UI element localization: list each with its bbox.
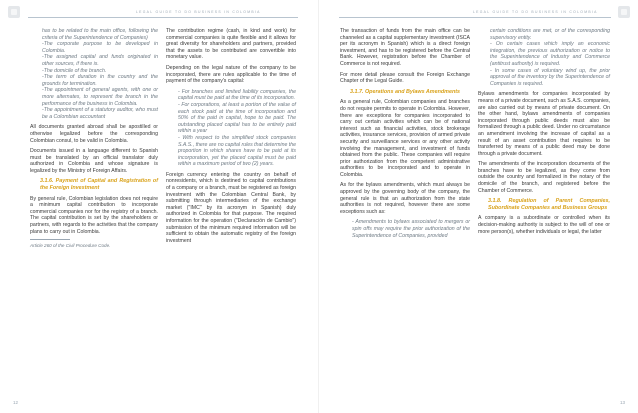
section-heading: 3.1.8. Regulation of Parent Companies, Subordinate Companies and Business Groups	[488, 198, 610, 211]
paragraph: As for the bylaws amendments, which must always be approved by the governing body of the company, the general rule is that an authorization from the state authorities is not required, however there are some exceptions such as:	[340, 182, 470, 215]
paragraph: As a general rule, Colombian companies and branches do not require permits to operate in Colombia. However, there are exceptions for companies incorporated to carry out certain activities which can be of national interest such as financial activities, stock brokerage activities, insurance services, provision of armed private security and surveillance services or any other activity involving the management, and investment of funds obtained from the public. These companies will require prior authorization from the competent administrative authorities to be incorporated and to operate in Colombia.	[340, 99, 470, 178]
column-1	[30, 28, 158, 249]
paragraph: The transaction of funds from the main office can be channeled as a capital supplementary investment (ISCA per its acronym in Spanish) which is a direct foreign investment, and has to be registered before the Central Bank. However, registration before the Chamber of Commerce is not required.	[340, 28, 470, 67]
paragraph: Foreign currency entering the country on behalf of nonresidents, which is destined to capital contributions of a company or a branch, must be registered as foreign investment with the Colombian Central Bank, by submitting through intermediaries of the exchange market ("IMC" by its acronym in Spanish) duly authorized in Colombia for that purpose. The required information for the operation ("Declaración de Cambio") submission of the minimum required information will be sufficient to obtain the automatic registry of the foreign investment	[166, 171, 296, 244]
footnote-rule	[30, 239, 70, 240]
corner-ornament-icon	[8, 6, 20, 18]
paragraph: All documents granted abroad shall be apostilled or otherwise legalized before the corresponding Colombian consul, to be valid in Colombia.	[30, 124, 158, 144]
corner-ornament-icon	[618, 6, 630, 18]
amendment-exceptions-list: - Amendments to bylaws associated to mergers or spin offs may require the prior authorization of the Superintendence of Companies, provided	[352, 219, 470, 239]
paragraph: Documents issued in a language different to Spanish must be translated by an official translator duly authorized in Colombia and whose signature is legalized by the Ministry of Foreign Affairs.	[30, 148, 158, 174]
paragraph: Bylaws amendments for companies incorporated by means of a private document, such as S.A.S. companies, are also carried out by means of private document. On the other hand, bylaws amendments of companies incorporated through public deeds must also be formalized through a public deed. Under no circumstance an amendment involving the increase of capital as a result of an asset contribution that requires to be transferred by means of a public deed may be done through a private document.	[478, 91, 610, 157]
paragraph: Depending on the legal nature of the company to be incorporated, there are rules applicable to the time of payment of the company's capital:	[166, 64, 296, 85]
running-header-left: LEGAL GUIDE TO DO BUSINESS IN COLOMBIA	[136, 10, 261, 14]
column-2	[166, 28, 296, 248]
header-rule	[28, 17, 298, 18]
amendment-exceptions-list-cont: certain conditions are met, or of the corresponding supervisory entity. - On certain cases which imply an economic integration, the previous authorization or notice to the Superintendence of Industry and Commerce (antitrust authority) is required. - In some cases of voluntary wind up, the prior approval of the inventory by the Superintendence of Companies is required.	[490, 28, 610, 87]
running-header-right: LEGAL GUIDE TO DO BUSINESS IN COLOMBIA	[473, 10, 598, 14]
page-number-right: 13	[619, 400, 625, 405]
section-heading: 3.1.6. Payment of Capital and Registration of the Foreign Investment	[40, 178, 158, 192]
column-4	[478, 28, 610, 239]
paragraph: By general rule, Colombian legislation does not require a minimum capital contribution to incorporate commercial companies nor for the registry of a branch. The capital contribution is set by the shareholders or partners, with regards to the activities that the company plans to carry out in Colombia.	[30, 195, 158, 235]
paragraph: The contribution regime (cash, in kind and work) for commercial companies is quite flexible and it allows for great diversity for shareholders and partners, provided that the assets to be contributed are convertible into monetary value.	[166, 28, 296, 61]
branch-requirements-list: has to be related to the main office, following the criteria of the Superintendence of Companies) -The corporate purpose to be developed in Colombia. -The assigned capital and funds originated in other sources, if there is. -The domicile of the branch. -The term of duration in the country and the grounds for termination. -The appointment of general agents, with one or more alternates, to represent the branch in the performance of the business in Colombia. -The appointment of a statutory auditor, who must be a Colombian accountant	[42, 28, 158, 120]
paragraph: For more detail please consult the Foreign Exchange Chapter of the Legal Guide.	[340, 71, 470, 85]
page-number-left: 12	[13, 400, 19, 405]
header-rule	[339, 17, 611, 18]
capital-payment-list: - For branches and limited liability companies, the capital must be paid at the time of its incorporation. - For corporations, at least a portion of the value of each stock paid at the time of incorporation and 50% of the paid in capital, hope to be paid. The outstanding placed capital has to be entirely paid within a year - With respect to the simplified stock companies S.A.S., there are no capital rules that determine the proportion in which shares have to be paid at its incorporation, yet the placed capital must be paid within a maximum period of two (2) years.	[178, 88, 296, 168]
paragraph: A company is a subordinate or controlled when its decision-making authority is subject to the will of one or more person(s), whether individuals or legal, the latter	[478, 215, 610, 235]
section-heading: 3.1.7. Operations and Bylaws Amendments	[350, 88, 461, 95]
footnote: Article 260 of the Civil Procedure Code.	[30, 242, 111, 248]
paragraph: The amendments of the incorporation documents of the branches have to be legalized, as they come from outside the country and formalized in the notary of the domicile of the branch, and registered before the Chamber of Commerce.	[478, 161, 610, 194]
column-3	[340, 28, 470, 243]
